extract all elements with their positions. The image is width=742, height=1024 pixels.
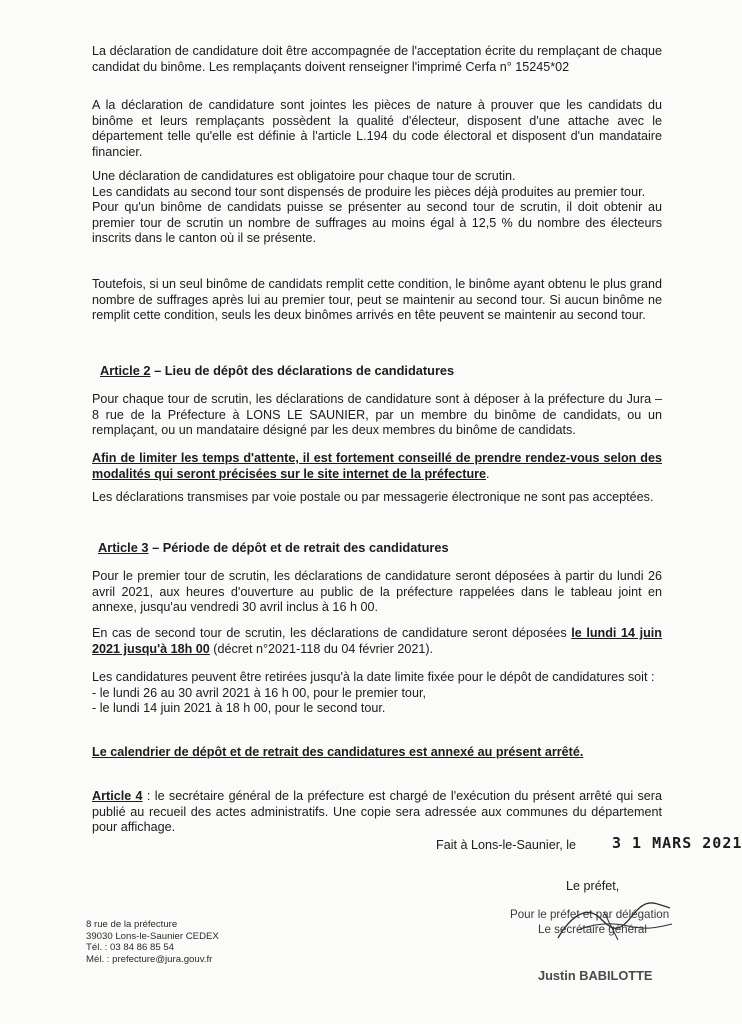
list-item: - le lundi 26 au 30 avril 2021 à 16 h 00, pour le premier tour, — [92, 685, 426, 700]
address-phone: Tél. : 03 84 86 85 54 — [86, 942, 175, 954]
article-2-paragraph-rendez-vous — [92, 451, 662, 482]
second-tour-deadline: le lundi 14 juin 2021 jusqu'à 18h 00 — [92, 626, 662, 656]
article-2-label: Article 2 — [100, 363, 151, 378]
delegation-line-1: Pour le préfet et par délégation — [510, 908, 670, 921]
signatory-name: Justin BABILOTTE — [538, 968, 653, 983]
second-tour-decret: (décret n°2021-118 du 04 février 2021). — [209, 641, 434, 656]
paragraph-text: Pour le premier tour de scrutin, les déclarations de candidature seront déposées à partir du lundi 26 avril 2021, aux heures d'ouverture au public de la préfecture rappelées dans le tableau joint en annexe, jusqu'au vendredi 30 avril inclus à 16 h 00. — [92, 569, 662, 615]
article-2-paragraph-depot — [92, 392, 662, 439]
paragraph-text: Les candidats au second tour sont dispensés de produire les pièces déjà produites au premier tour. — [92, 184, 646, 199]
article-3-paragraph-retrait — [92, 670, 662, 717]
paragraph-text: Une déclaration de candidatures est obligatoire pour chaque tour de scrutin. — [92, 169, 516, 183]
article-4-paragraph — [92, 789, 662, 836]
address-email: Mél. : prefecture@jura.gouv.fr — [86, 953, 213, 965]
article-4-text: : le secrétaire général de la préfecture est chargé de l'exécution du présent arrêté qui sera publié au recueil des actes administratifs. Une copie sera adressée aux communes du département pour affichage. — [92, 789, 663, 835]
paragraph-acceptation — [92, 44, 662, 75]
paragraph-text: Pour chaque tour de scrutin, les déclarations de candidature sont à déposer à la préfecture du Jura – 8 rue de la Préfecture à LONS LE SAUNIER, par un membre du binôme de candidats, ou un remplaçant, ou un mandataire désigné par les deux membres du binôme de candidats. — [92, 392, 662, 438]
article-3-label: Article 3 — [98, 540, 149, 555]
second-tour-text: En cas de second tour de scrutin, les déclarations de candidature seront déposées — [92, 626, 572, 640]
article-2-title: – Lieu de dépôt des déclarations de candidatures — [150, 363, 455, 378]
article-3-title: – Période de dépôt et de retrait des candidatures — [148, 540, 449, 555]
calendrier-notice: Le calendrier de dépôt et de retrait des candidatures est annexé au présent arrêté. — [92, 745, 584, 759]
article-4-label: Article 4 — [92, 789, 143, 803]
fait-a-line: Fait à Lons-le-Saunier, le — [436, 838, 577, 852]
delegation-line-2: Le secrétaire général — [538, 923, 647, 936]
rendez-vous-notice: Afin de limiter les temps d'attente, il est fortement conseillé de prendre rendez-vous selon des modalités qui seront précisées sur le site internet de la préfecture — [92, 451, 662, 481]
paragraph-text — [92, 626, 662, 657]
prefet-title: Le préfet, — [566, 879, 620, 893]
paragraph-text: Pour qu'un binôme de candidats puisse se présenter au second tour de scrutin, il doit obtenir au premier tour de scrutin un nombre de suffrages au moins égal à 12,5 % du nombre des électeurs inscrits dans le canton où il se présente. — [92, 200, 662, 246]
article-3-paragraph-premier-tour — [92, 569, 662, 616]
article-3-paragraph-calendrier — [92, 745, 662, 761]
list-item: - le lundi 14 juin 2021 à 18 h 00, pour le second tour. — [92, 701, 386, 716]
prefecture-address — [86, 919, 219, 965]
paragraph-text: Les déclarations transmises par voie postale ou par messagerie électronique ne sont pas acceptées. — [92, 490, 654, 504]
article-3-paragraph-second-tour — [92, 626, 662, 657]
paragraph-text — [92, 451, 662, 482]
article-2-heading — [100, 363, 454, 378]
paragraph-text: Toutefois, si un seul binôme de candidats remplit cette condition, le binôme ayant obtenu le plus grand nombre de suffrages après lui au premier tour, peut se maintenir au second tour. Si aucun binôme ne remplit cette condition, seuls les deux binômes arrivés en tête peuvent se maintenir au second tour. — [92, 277, 662, 323]
article-3-heading — [98, 540, 449, 555]
paragraph-pieces — [92, 98, 662, 160]
handwritten-signature — [548, 894, 678, 954]
address-city: 39030 Lons-le-Saunier CEDEX — [86, 930, 219, 942]
paragraph-toutefois — [92, 277, 662, 324]
paragraph-text: La déclaration de candidature doit être accompagnée de l'acceptation écrite du remplaçant de chaque candidat du binôme. Les remplaçants doivent renseigner l'imprimé Cerfa n° 15245*02 — [92, 44, 662, 74]
date-stamp: 3 1 MARS 2021 — [612, 834, 742, 852]
paragraph-text — [92, 789, 662, 836]
rendez-vous-period: . — [486, 466, 490, 481]
paragraph-text: A la déclaration de candidature sont jointes les pièces de nature à prouver que les candidats du binôme et leurs remplaçants possèdent la qualité d'électeur, disposent d'une attache avec le département telle qu'elle est définie à l'article L.194 du code électoral et disposent d'un mandataire financier. — [92, 98, 662, 159]
article-2-paragraph-transmission — [92, 490, 662, 506]
paragraph-text: Les candidatures peuvent être retirées jusqu'à la date limite fixée pour le dépôt de candidatures soit : — [92, 670, 655, 684]
address-street: 8 rue de la préfecture — [86, 919, 178, 930]
paragraph-obligation — [92, 169, 662, 247]
